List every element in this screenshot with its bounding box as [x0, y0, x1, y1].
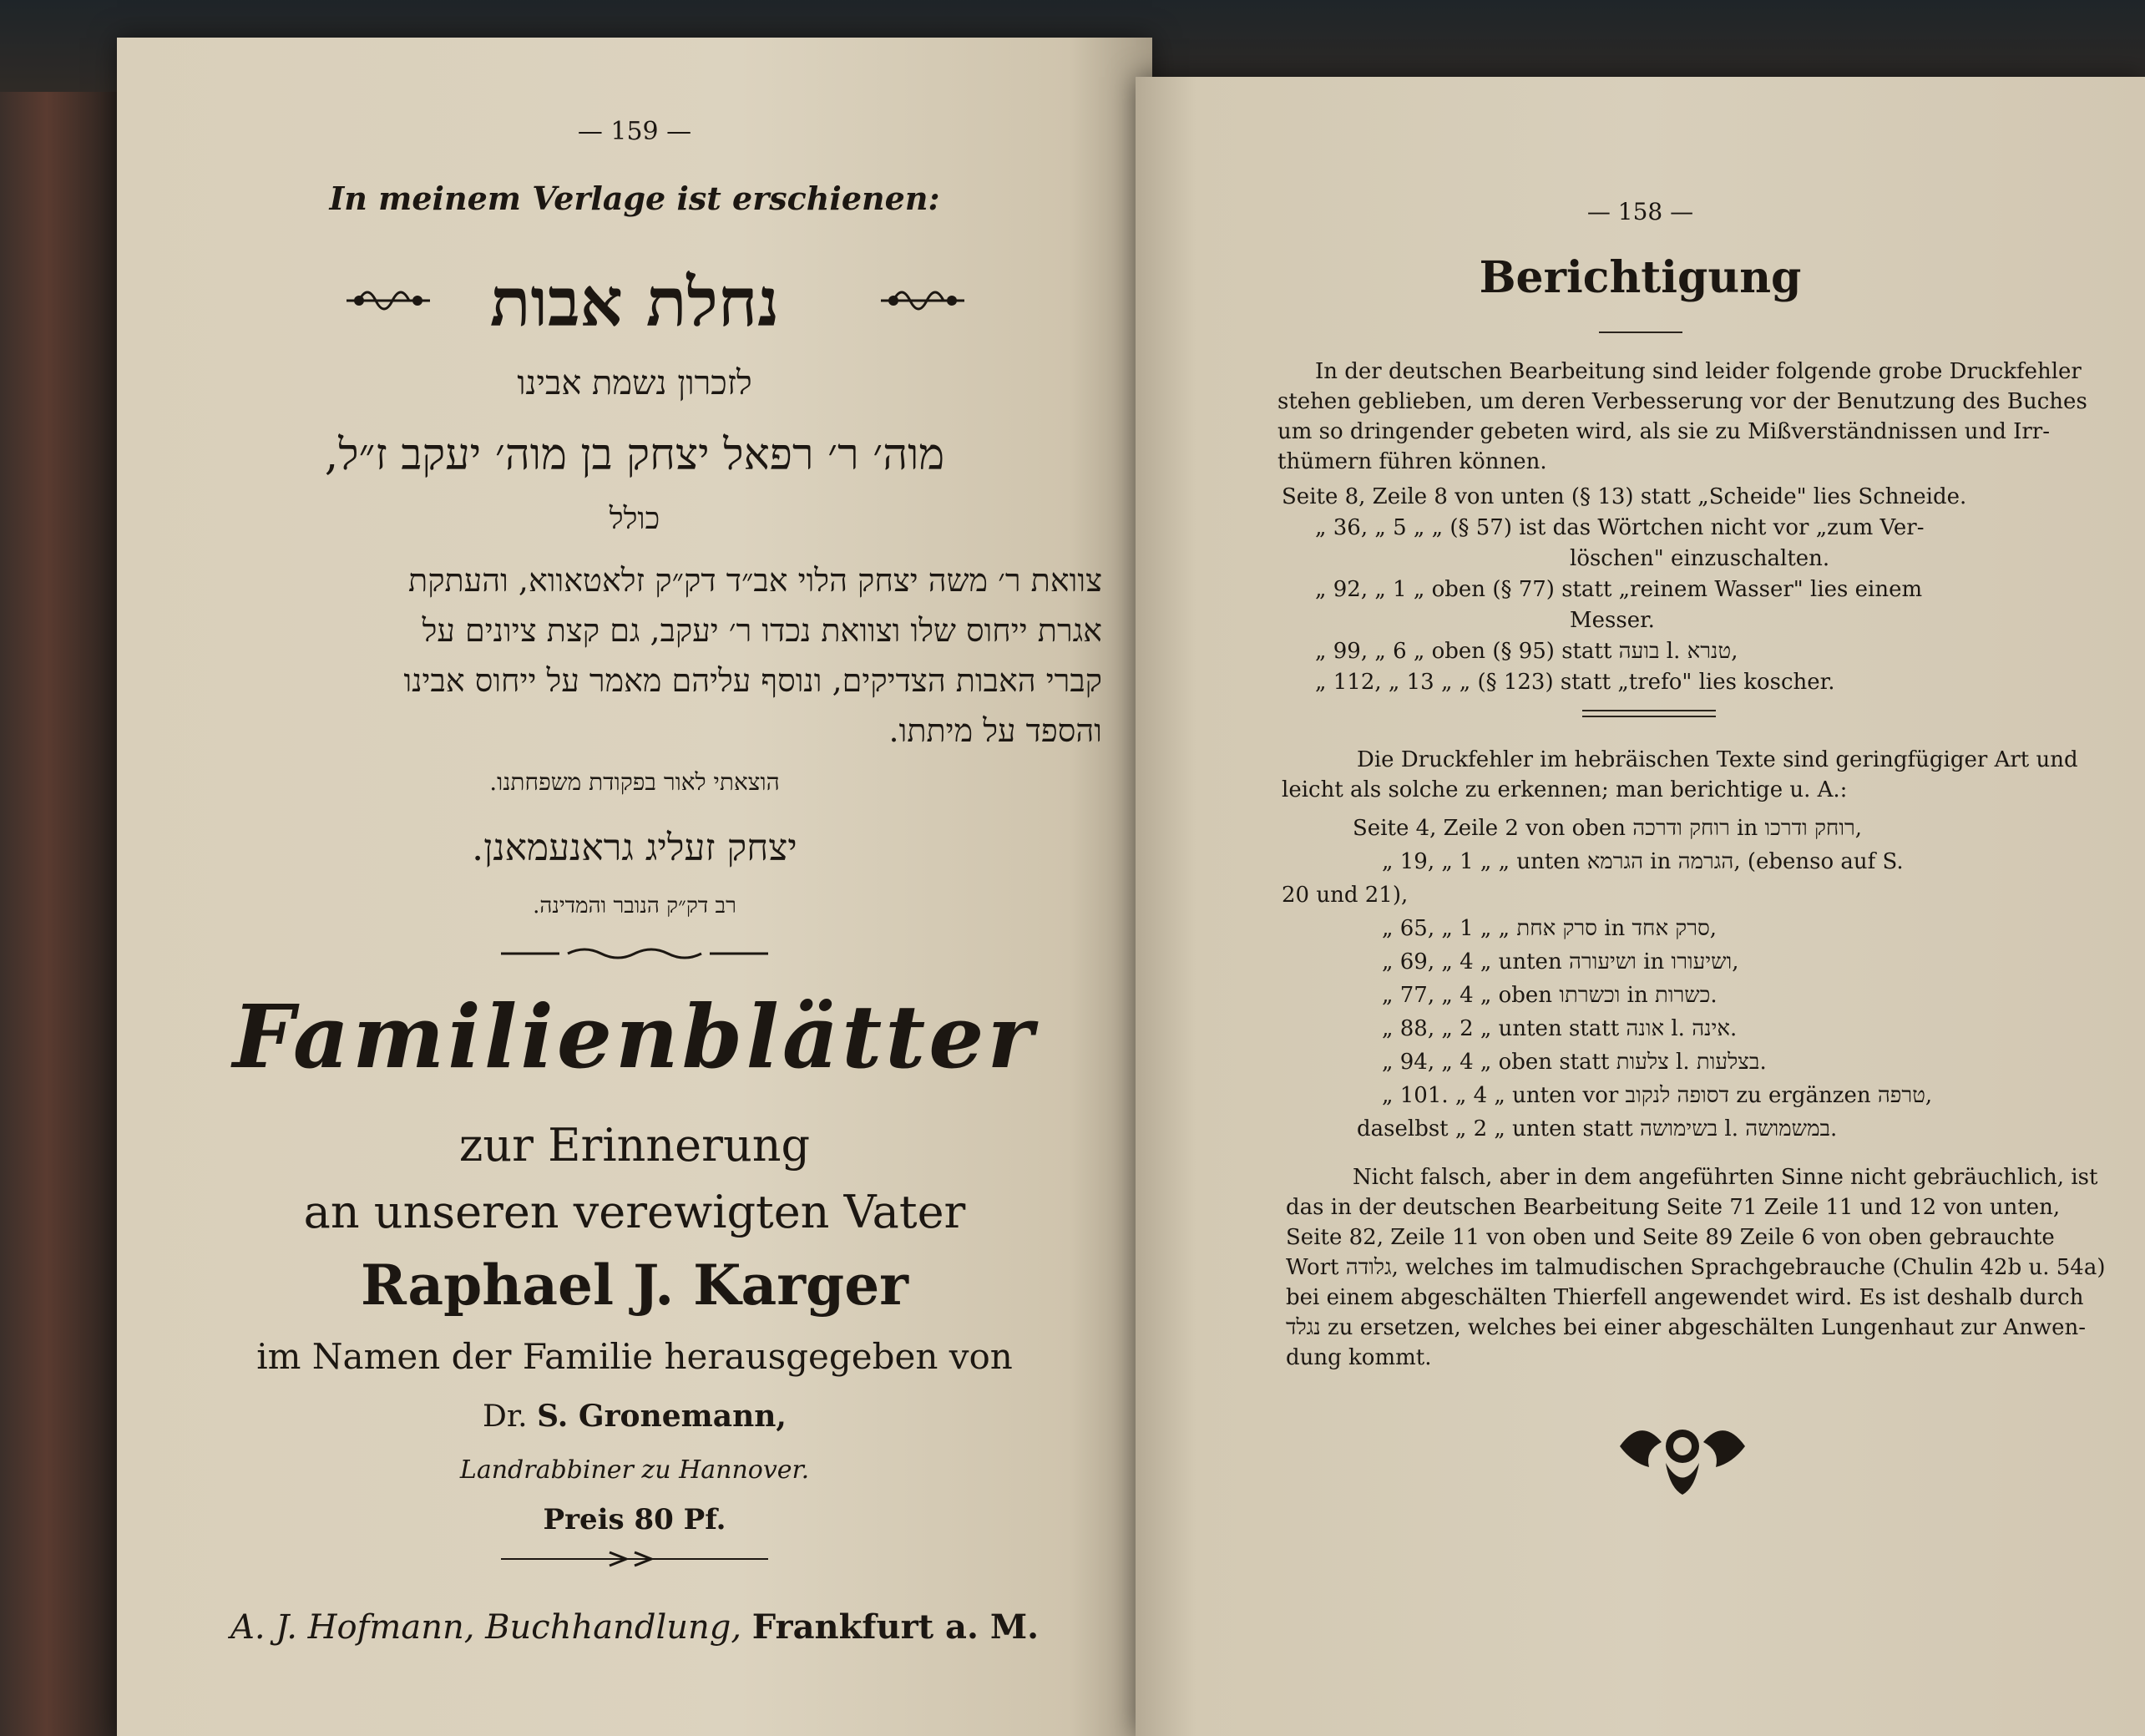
errata-hebrew: [1282, 812, 1932, 1146]
closing-line: das in der deutschen Bearbeitung Seite 71 Zeile 11 und 12 von unten,: [1286, 1195, 2061, 1220]
section-rule-top: [1582, 710, 1716, 711]
closing-line: Seite 82, Zeile 11 von oben und Seite 89 Zeile 6 von oben gebrauchte: [1286, 1225, 2055, 1250]
closing-line: נגלד zu ersetzen, welches bei einer abgeschälten Lungenhaut zur Anwen-: [1286, 1315, 2086, 1340]
berichtigung-heading: Berichtigung: [1479, 252, 1802, 303]
subtitle-vater: an unseren verewigten Vater: [303, 1186, 966, 1238]
erratum-row: „ 112, „ 13 „ „ (§ 123) statt „trefo" lies koscher.: [1315, 670, 1835, 695]
divider-ornament-icon: [501, 944, 768, 964]
publisher-city: Frankfurt a. M.: [751, 1607, 1040, 1647]
closing-paragraph: [1286, 1162, 2106, 1373]
hebrew-issued: הוצאתי לאור בפקודת משפחתנו.: [489, 768, 780, 796]
intro-paragraph: [1277, 357, 2087, 477]
erratum-row: „ 101. „ 4 „ unten vor דסופה לנקוב zu ergänzen טרפה,: [1382, 1083, 1933, 1108]
right-page: [1136, 77, 2145, 1736]
price: Preis 80 Pf.: [543, 1503, 726, 1536]
left-page: [117, 38, 1152, 1736]
hebrew-body-line: קברי האבות הצדיקים, ונוסף עליהם מאמר על ייחוס אבינו: [403, 662, 1102, 699]
hebrew-body-line: צוואת ר׳ משה יצחק הלוי אב״ד דק״ק זלאטאווא, והעתקת: [408, 562, 1102, 599]
book-cover-edge: [0, 0, 117, 1736]
intro-line: In der deutschen Bearbeitung sind leider folgende grobe Druckfehler: [1315, 359, 2082, 384]
erratum-row: daselbst „ 2 „ unten statt בשימושה l. במשמושה.: [1357, 1116, 1838, 1141]
hebrew-body: [184, 555, 1102, 756]
editor-role: Landrabbiner zu Hannover.: [459, 1455, 810, 1485]
hebrew-intro-paragraph: [1282, 745, 2078, 805]
hebrew-author: יצחק זעליג גראנעמאנן.: [472, 827, 797, 869]
ornament-left-icon: [342, 276, 434, 326]
erratum-row: „ 77, „ 4 „ oben וכשרתו in כשרות.: [1382, 983, 1718, 1008]
erratum-row: „ 92, „ 1 „ oben (§ 77) statt „reinem Wasser" lies einem: [1315, 577, 1923, 602]
erratum-row: „ 69, „ 4 „ unten ושיעורה in ושיעורו,: [1382, 949, 1739, 974]
subtitle-erinnerung: zur Erinnerung: [458, 1119, 811, 1172]
closing-line: bei einem abgeschälten Thierfell angewendet wird. Es ist deshalb durch: [1286, 1285, 2084, 1310]
person-name: Raphael J. Karger: [361, 1253, 908, 1318]
erratum-row: „ 19, „ 1 „ „ unten הגרמא in הגרמה, (ebenso auf S.: [1382, 849, 1904, 874]
intro-line: stehen geblieben, um deren Verbesserung vor der Benutzung des Buches: [1277, 389, 2087, 414]
hebrew-rabbi: רב דק״ק הנובר והמדינה.: [533, 893, 736, 919]
hebrew-body-line: אגרת ייחוס שלו וצוואת נכדו ר׳ יעקב, גם קצת ציונים על: [422, 612, 1102, 649]
closing-line: Nicht falsch, aber in dem angeführten Sinne nicht gebräuchlich, ist: [1353, 1165, 2098, 1190]
section-rule-bottom: [1582, 716, 1716, 717]
hebrew-kolel: כולל: [609, 502, 660, 536]
ornament-right-icon: [877, 276, 969, 326]
editor-name: S. Gronemann,: [537, 1399, 787, 1434]
heading-rule: [1599, 332, 1682, 333]
hebrew-name: מוה׳ ר׳ רפאל יצחק בן מוה׳ יעקב ז״ל,: [324, 430, 945, 480]
cherub-ornament-icon: [1611, 1413, 1753, 1496]
erratum-row: Messer.: [1570, 608, 1655, 633]
closing-line: Wort גלודה, welches im talmudischen Sprachgebrauche (Chulin 42b u. 54a): [1286, 1255, 2106, 1280]
erratum-row: löschen" einzuschalten.: [1570, 546, 1830, 571]
hebrew-intro-line: leicht als solche zu erkennen; man berichtige u. A.:: [1282, 777, 1848, 802]
divider-arrow-icon: [501, 1549, 768, 1569]
erratum-row: Seite 4, Zeile 2 von oben רוחק ודרכה in רוחק ודרכו,: [1353, 816, 1863, 841]
hebrew-memorial: לזכרון נשמת אבינו: [517, 364, 752, 402]
erratum-row: „ 99, „ 6 „ oben (§ 95) statt בועה l. טנרא,: [1315, 639, 1738, 664]
erratum-row: „ 65, „ 1 „ „ סרק אחת in סרק אחד,: [1382, 916, 1718, 941]
page-number: — 159 —: [577, 117, 692, 146]
page-number: — 158 —: [1586, 198, 1694, 225]
hebrew-title: נחלת אבות: [489, 263, 780, 342]
closing-line: dung kommt.: [1286, 1345, 1432, 1370]
intro-line: um so dringender gebeten wird, als sie zu Mißverständnissen und Irr-: [1277, 419, 2051, 444]
intro-line: thümern führen können.: [1277, 449, 1547, 474]
publisher-name: A. J. Hofmann, Buchhandlung,: [230, 1608, 742, 1647]
erratum-row: „ 36, „ 5 „ „ (§ 57) ist das Wörtchen nicht vor „zum Ver-: [1315, 515, 1925, 540]
hebrew-intro-line: Die Druckfehler im hebräischen Texte sind geringfügiger Art und: [1357, 747, 2078, 772]
erratum-row: „ 88, „ 2 „ unten statt אונה l. אינה.: [1382, 1016, 1738, 1041]
editor: [117, 1399, 1152, 1434]
publisher-line: [117, 1607, 1152, 1647]
familienblaetter-title: Familienblätter: [232, 985, 1037, 1088]
publisher-intro: In meinem Verlage ist erschienen:: [329, 180, 940, 217]
editor-line: im Namen der Familie herausgegeben von: [256, 1336, 1013, 1377]
editor-prefix: Dr.: [483, 1399, 528, 1434]
erratum-row: 20 und 21),: [1282, 883, 1409, 908]
hebrew-body-line: והספד על מיתתו.: [888, 712, 1102, 749]
errata-german: [1282, 482, 1966, 698]
erratum-row: Seite 8, Zeile 8 von unten (§ 13) statt „Scheide" lies Schneide.: [1282, 484, 1967, 509]
erratum-row: „ 94, „ 4 „ oben statt צלעות l. בצלעות.: [1382, 1050, 1767, 1075]
